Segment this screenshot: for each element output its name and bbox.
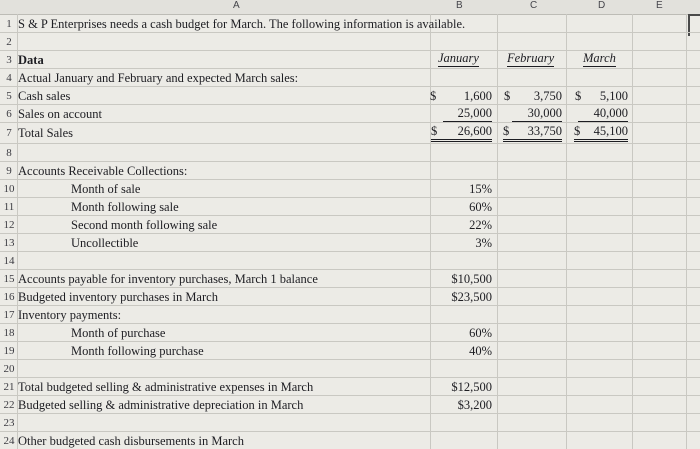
cell-b11[interactable]: 60% (469, 200, 492, 214)
row-number[interactable]: 15 (3, 273, 15, 285)
column-header-b[interactable]: B (456, 0, 463, 11)
row-number[interactable]: 6 (6, 108, 12, 120)
spreadsheet-row (0, 33, 700, 51)
spreadsheet-row (0, 306, 700, 324)
cell-a11[interactable]: Month following sale (71, 200, 179, 214)
spreadsheet-row (0, 432, 700, 449)
column-header-a[interactable]: A (233, 0, 240, 11)
row-number[interactable]: 16 (3, 291, 15, 303)
column-header-bar (0, 0, 700, 15)
spreadsheet-row (0, 342, 700, 360)
cell-a4[interactable]: Actual January and February and expected March sales: (18, 71, 299, 85)
row-number[interactable]: 21 (3, 381, 15, 393)
row-number[interactable]: 24 (3, 435, 15, 447)
header-february[interactable]: February (507, 51, 555, 65)
currency-symbol: $ (575, 89, 582, 103)
cell-a7[interactable]: Total Sales (18, 126, 74, 140)
cell-c6[interactable]: 30,000 (512, 105, 562, 122)
row-number[interactable]: 23 (3, 417, 15, 429)
cell-c7[interactable] (503, 124, 562, 142)
cell-a15[interactable]: Accounts payable for inventory purchases, March 1 balance (18, 272, 318, 286)
cell-b21[interactable]: $12,500 (451, 380, 492, 394)
cell-a19[interactable]: Month following purchase (71, 344, 204, 358)
spreadsheet-row (0, 360, 700, 378)
cell-a16[interactable]: Budgeted inventory purchases in March (18, 290, 218, 304)
spreadsheet-row (0, 87, 700, 105)
cell-a13[interactable]: Uncollectible (71, 236, 139, 250)
cell-c7-value: 33,750 (527, 124, 562, 138)
cell-a9[interactable]: Accounts Receivable Collections: (18, 164, 188, 178)
currency-symbol: $ (430, 89, 437, 103)
cell-d7[interactable] (574, 124, 628, 142)
spreadsheet-row (0, 105, 700, 123)
row-number[interactable]: 5 (6, 90, 12, 102)
spreadsheet-row (0, 378, 700, 396)
row-number[interactable]: 14 (3, 255, 15, 267)
cell-c5[interactable]: 3,750 (533, 89, 562, 103)
cell-a21[interactable]: Total budgeted selling & administrative expenses in March (18, 380, 314, 394)
row-number[interactable]: 12 (3, 219, 15, 231)
cell-b7[interactable] (431, 124, 492, 142)
currency-symbol: $ (574, 124, 581, 138)
spreadsheet-row (0, 69, 700, 87)
header-january[interactable]: January (438, 51, 479, 65)
currency-symbol: $ (431, 124, 438, 138)
row-number[interactable]: 9 (6, 165, 12, 177)
column-header-e[interactable]: E (656, 0, 663, 11)
spreadsheet-row (0, 15, 700, 33)
cell-a22[interactable]: Budgeted selling & administrative depreciation in March (18, 398, 304, 412)
currency-symbol: $ (504, 89, 511, 103)
row-number[interactable]: 20 (3, 363, 15, 375)
row-number[interactable]: 10 (3, 183, 15, 195)
spreadsheet-row (0, 396, 700, 414)
cell-b15[interactable]: $10,500 (451, 272, 492, 286)
row-number[interactable]: 2 (6, 36, 12, 48)
spreadsheet-row (0, 51, 700, 69)
spreadsheet-row (0, 324, 700, 342)
cell-b6[interactable]: 25,000 (443, 105, 492, 122)
row-number[interactable]: 3 (6, 54, 12, 66)
spreadsheet-row (0, 144, 700, 162)
cell-b10[interactable]: 15% (469, 182, 492, 196)
spreadsheet-row (0, 252, 700, 270)
cell-a12[interactable]: Second month following sale (71, 218, 218, 232)
cell-b22[interactable]: $3,200 (457, 398, 492, 412)
row-number[interactable]: 17 (3, 309, 15, 321)
column-header-c[interactable]: C (530, 0, 538, 11)
row-number[interactable]: 19 (3, 345, 15, 357)
spreadsheet-row (0, 414, 700, 432)
row-number[interactable]: 18 (3, 327, 15, 339)
row-number[interactable]: 1 (6, 18, 12, 30)
cell-a5[interactable]: Cash sales (18, 89, 71, 103)
cell-b12[interactable]: 22% (469, 218, 492, 232)
spreadsheet-row (0, 180, 700, 198)
cell-b18[interactable]: 60% (469, 326, 492, 340)
cell-b5[interactable]: 1,600 (463, 89, 492, 103)
cell-a6[interactable]: Sales on account (18, 107, 103, 121)
cell-a24[interactable]: Other budgeted cash disbursements in March (18, 434, 244, 448)
cell-b13[interactable]: 3% (475, 236, 492, 250)
spreadsheet-row (0, 288, 700, 306)
cell-a1[interactable]: S & P Enterprises needs a cash budget for March. The following information is available. (18, 17, 466, 31)
row-number[interactable]: 11 (3, 201, 15, 213)
row-number[interactable]: 4 (6, 72, 12, 84)
spreadsheet-row (0, 124, 700, 142)
cell-d7-value: 45,100 (593, 124, 628, 138)
row-number[interactable]: 13 (3, 237, 15, 249)
cell-a17[interactable]: Inventory payments: (18, 308, 122, 322)
cell-d6[interactable]: 40,000 (578, 105, 628, 122)
spreadsheet-row (0, 216, 700, 234)
row-number[interactable]: 22 (3, 399, 15, 411)
cell-b19[interactable]: 40% (469, 344, 492, 358)
row-number[interactable]: 8 (6, 147, 12, 159)
spreadsheet-row (0, 234, 700, 252)
cell-a10[interactable]: Month of sale (71, 182, 141, 196)
spreadsheet-row (0, 162, 700, 180)
column-header-d[interactable]: D (598, 0, 606, 11)
cell-b7-value: 26,600 (457, 124, 492, 138)
currency-symbol: $ (503, 124, 510, 138)
cell-a3[interactable]: Data (18, 53, 44, 67)
cell-a18[interactable]: Month of purchase (71, 326, 166, 340)
spreadsheet-row (0, 270, 700, 288)
cell-b16[interactable]: $23,500 (451, 290, 492, 304)
row-number[interactable]: 7 (6, 127, 12, 139)
spreadsheet-row (0, 198, 700, 216)
cell-d5[interactable]: 5,100 (599, 89, 628, 103)
header-march[interactable]: March (583, 51, 616, 65)
